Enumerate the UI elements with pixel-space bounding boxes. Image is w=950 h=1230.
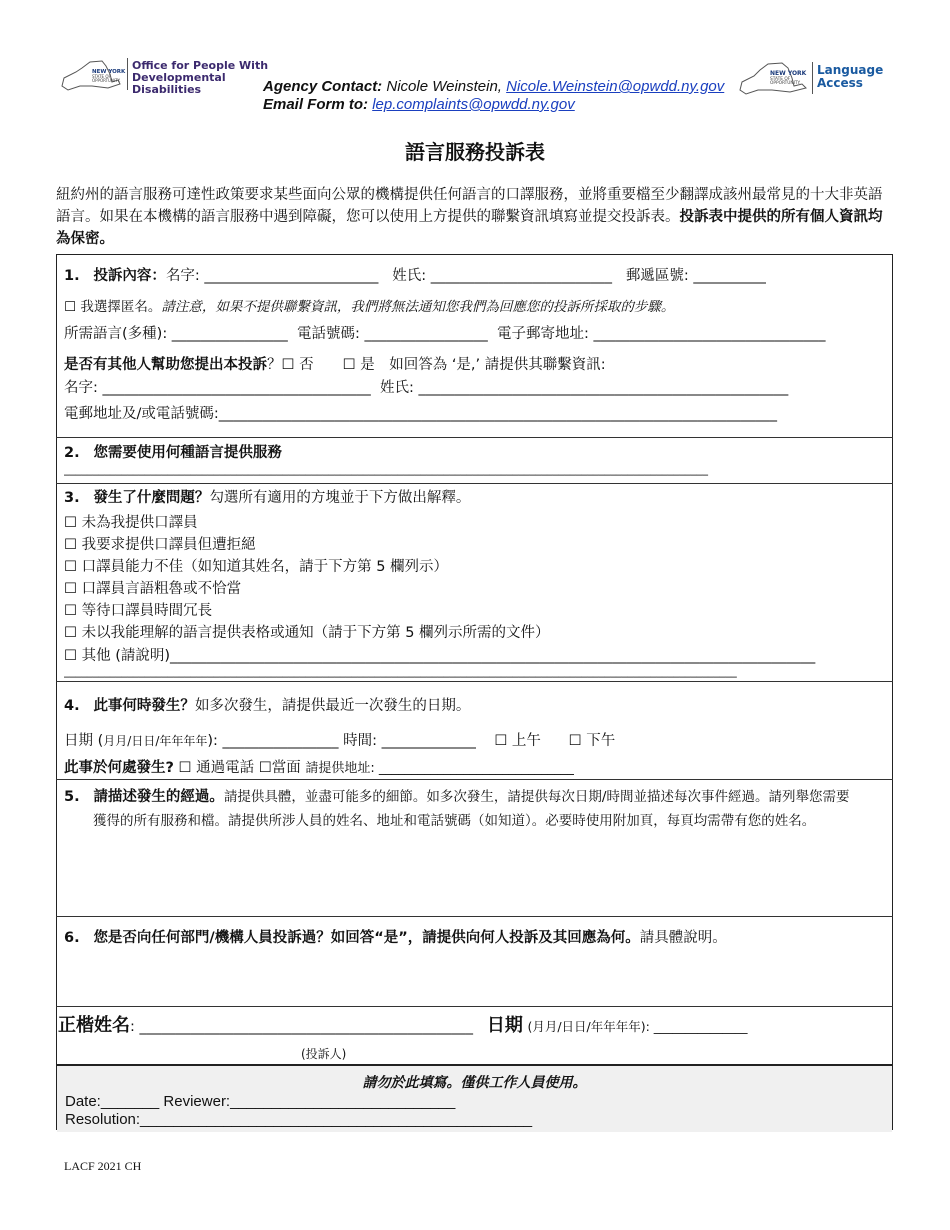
section-5-row-1 bbox=[64, 785, 850, 806]
section-3-heading-row bbox=[64, 486, 470, 507]
helper-contact-field[interactable]: 電郵地址及/或電話號碼:_____________________________________________________________________________ bbox=[64, 406, 778, 422]
form-code: LACF 2021 CH bbox=[64, 1159, 142, 1173]
svg-text:OPPORTUNITY.: OPPORTUNITY. bbox=[92, 78, 121, 83]
ny-state-map-icon bbox=[58, 56, 128, 96]
date-format: 月月/日日/年年年年 bbox=[103, 734, 208, 748]
prior-complaint-area[interactable] bbox=[64, 950, 884, 1002]
problem-option-checkbox[interactable]: ☐ 口譯員能力不佳（如知道其姓名，請于下方第 5 欄列示） bbox=[64, 559, 449, 575]
opwdd-logo-text: Office for People With Developmental Disabilities bbox=[132, 59, 269, 96]
intro-text: 紐約州的語言服務可達性政策要求某些面向公眾的機構提供任何語言的口譯服務，並將重要檔至少翻譯成該州最常見的十大非英語語言。如果在本機構的語言服務中遇到障礙，您可以使用上方提供的聯繫資訊填寫並提交投訴表。 bbox=[56, 187, 883, 225]
print-name-field[interactable]: : ______________________________________________ bbox=[130, 1019, 473, 1035]
description-area[interactable] bbox=[64, 832, 884, 912]
section-4-number: 4. bbox=[64, 698, 80, 714]
email-form-link[interactable]: lep.complaints@opwdd.ny.gov bbox=[372, 96, 575, 113]
section-3-heading: 發生了什麼問題？ bbox=[93, 490, 210, 506]
print-name-label: 正楷姓名 bbox=[58, 1015, 130, 1036]
section-2-heading-row bbox=[64, 441, 282, 462]
signature-date-label: 日期 bbox=[486, 1015, 523, 1036]
phone-field[interactable]: 電話號碼: _________________ bbox=[297, 326, 488, 342]
staff-date-reviewer-field[interactable]: Date:_______ Reviewer:___________________________ bbox=[65, 1093, 456, 1110]
intro-paragraph bbox=[56, 184, 896, 250]
agency-contact-name: Nicole Weinstein, bbox=[386, 78, 502, 95]
section-1-row-1 bbox=[64, 264, 766, 285]
where-label: 此事於何處發生? bbox=[64, 760, 174, 776]
page-title: 語言服務投訴表 bbox=[405, 140, 545, 164]
section-6-row bbox=[64, 926, 727, 947]
language-access-logo bbox=[738, 58, 884, 98]
staff-resolution-field[interactable]: Resolution:_______________________________________________ bbox=[65, 1111, 533, 1128]
svg-text:OPPORTUNITY.: OPPORTUNITY. bbox=[770, 81, 801, 86]
helper-name-row bbox=[64, 376, 788, 397]
section-5-text-1: 請提供具體，並盡可能多的細節。如多次發生，請提供每次日期/時間並描述每次事件經過。請列舉您需要 bbox=[223, 789, 850, 805]
where-options[interactable]: ☐ 通過電話 ☐當面 bbox=[178, 760, 301, 776]
section-5-number: 5. bbox=[64, 789, 80, 805]
where-address-field[interactable]: 請提供地址: ______________________________ bbox=[305, 761, 574, 776]
section-4-note: 如多次發生，請提供最近一次發生的日期。 bbox=[194, 698, 471, 714]
helper-question: 是否有其他人幫助您提出本投訴 bbox=[64, 357, 267, 373]
intro-bold: 投訴表中提供的所有個人資訊均為保密。 bbox=[56, 209, 883, 247]
signature-row bbox=[58, 1011, 748, 1037]
section-1-number: 1. bbox=[64, 268, 80, 284]
section-3-number: 3. bbox=[64, 490, 80, 506]
section-5-heading: 請描述發生的經過。 bbox=[93, 789, 224, 805]
pm-checkbox[interactable]: ☐ 下午 bbox=[568, 733, 616, 749]
language-access-logo-text: Language Access bbox=[817, 63, 884, 90]
divider bbox=[56, 483, 893, 484]
language-field[interactable]: 所需語言(多種): ________________ bbox=[64, 326, 288, 342]
ny-state-map-icon-right bbox=[738, 58, 814, 98]
date-time-row bbox=[64, 729, 615, 750]
section-4-heading-row bbox=[64, 694, 470, 715]
zip-field[interactable]: 郵遞區號: __________ bbox=[625, 268, 766, 284]
agency-contact-email-link[interactable]: Nicole.Weinstein@opwdd.ny.gov bbox=[506, 78, 725, 95]
anonymous-row bbox=[64, 295, 674, 315]
agency-contact-label: Agency Contact: bbox=[263, 78, 383, 95]
am-checkbox[interactable]: ☐ 上午 bbox=[494, 733, 541, 749]
problem-option-checkbox[interactable]: ☐ 口譯員言語粗魯或不恰當 bbox=[64, 581, 242, 597]
language-needed-field[interactable]: ________________________________________________________________________________________________________________ bbox=[64, 462, 708, 476]
helper-last-name-field[interactable]: 姓氏: ___________________________________________________ bbox=[379, 380, 789, 396]
section-2-number: 2. bbox=[64, 445, 80, 461]
problem-option-other[interactable]: ☐ 其他 (請說明)_________________________________________________________________________________________ bbox=[64, 648, 816, 664]
anonymous-note: 請注意，如果不提供聯繫資訊，我們將無法通知您我們為回應您的投訴所採取的步驟。 bbox=[161, 299, 675, 315]
helper-options[interactable]: ？☐ 否 ☐ 是 如回答為 ‘是,’ 請提供其聯繫資訊: bbox=[267, 357, 606, 373]
svg-text:STATE OF: STATE OF bbox=[92, 74, 111, 79]
opwdd-logo bbox=[58, 56, 269, 96]
date-time-field[interactable]: ): ________________ 時間: _____________ bbox=[207, 733, 476, 749]
problem-option-checkbox[interactable]: ☐ 等待口譯員時間冗長 bbox=[64, 603, 213, 619]
helper-row bbox=[64, 353, 606, 374]
staff-use-box bbox=[57, 1064, 892, 1132]
staff-use-heading: 請勿於此填寫。僅供工作人員使用。 bbox=[362, 1075, 587, 1091]
section-1-row-3 bbox=[64, 322, 826, 343]
helper-first-name-field[interactable]: 名字: _____________________________________ bbox=[64, 380, 371, 396]
section-6-heading: 您是否向任何部門/機構人員投訴過？如回答“是”，請提供向何人投訴及其回應為何。 bbox=[93, 930, 640, 946]
date-label: 日期 ( bbox=[64, 733, 104, 749]
divider bbox=[56, 437, 893, 438]
divider bbox=[56, 1006, 893, 1007]
signature-date-field[interactable]: (月月/日日/年年年年): _______________ bbox=[527, 1019, 748, 1034]
svg-text:STATE OF: STATE OF bbox=[770, 77, 791, 82]
problem-option-checkbox[interactable]: ☐ 我要求提供口譯員但遭拒絕 bbox=[64, 537, 256, 553]
last-name-field[interactable]: 姓氏: _________________________ bbox=[392, 268, 613, 284]
section-4-heading: 此事何時發生？ bbox=[93, 698, 195, 714]
email-form-label: Email Form to: bbox=[263, 96, 369, 113]
divider bbox=[56, 779, 893, 780]
section-3-note: 勾選所有適用的方塊並于下方做出解釋。 bbox=[209, 490, 471, 506]
problem-option-checkbox[interactable]: ☐ 未為我提供口譯員 bbox=[64, 515, 198, 531]
problem-option-checkbox[interactable]: ☐ 未以我能理解的語言提供表格或通知（請于下方第 5 欄列示所需的文件） bbox=[64, 625, 550, 641]
anonymous-checkbox[interactable]: ☐ 我選擇匿名。 bbox=[64, 299, 162, 315]
signature-sublabel: (投訴人) bbox=[301, 1047, 347, 1061]
divider bbox=[56, 681, 893, 682]
contact-block bbox=[263, 78, 724, 114]
divider bbox=[56, 916, 893, 917]
section-1-heading: 投訴內容： bbox=[93, 268, 166, 284]
svg-text:NEW YORK: NEW YORK bbox=[770, 70, 807, 77]
svg-text:NEW YORK: NEW YORK bbox=[92, 69, 126, 75]
section-6-number: 6. bbox=[64, 930, 80, 946]
first-name-field[interactable]: 名字: ________________________ bbox=[165, 268, 379, 284]
email-field[interactable]: 電子郵寄地址: ________________________________ bbox=[497, 326, 826, 342]
where-row bbox=[64, 756, 574, 777]
section-6-note: 請具體說明。 bbox=[639, 930, 727, 946]
section-2-heading: 您需要使用何種語言提供服務 bbox=[93, 445, 282, 461]
section-5-text-2: 獲得的所有服務和檔。請提供所涉人員的姓名、地址和電話號碼（如知道）。必要時使用附加頁，每頁均需帶有您的姓名。 bbox=[93, 813, 816, 829]
problem-extra-line[interactable]: _____________________________________________________________________________________________________________________ bbox=[64, 664, 737, 678]
